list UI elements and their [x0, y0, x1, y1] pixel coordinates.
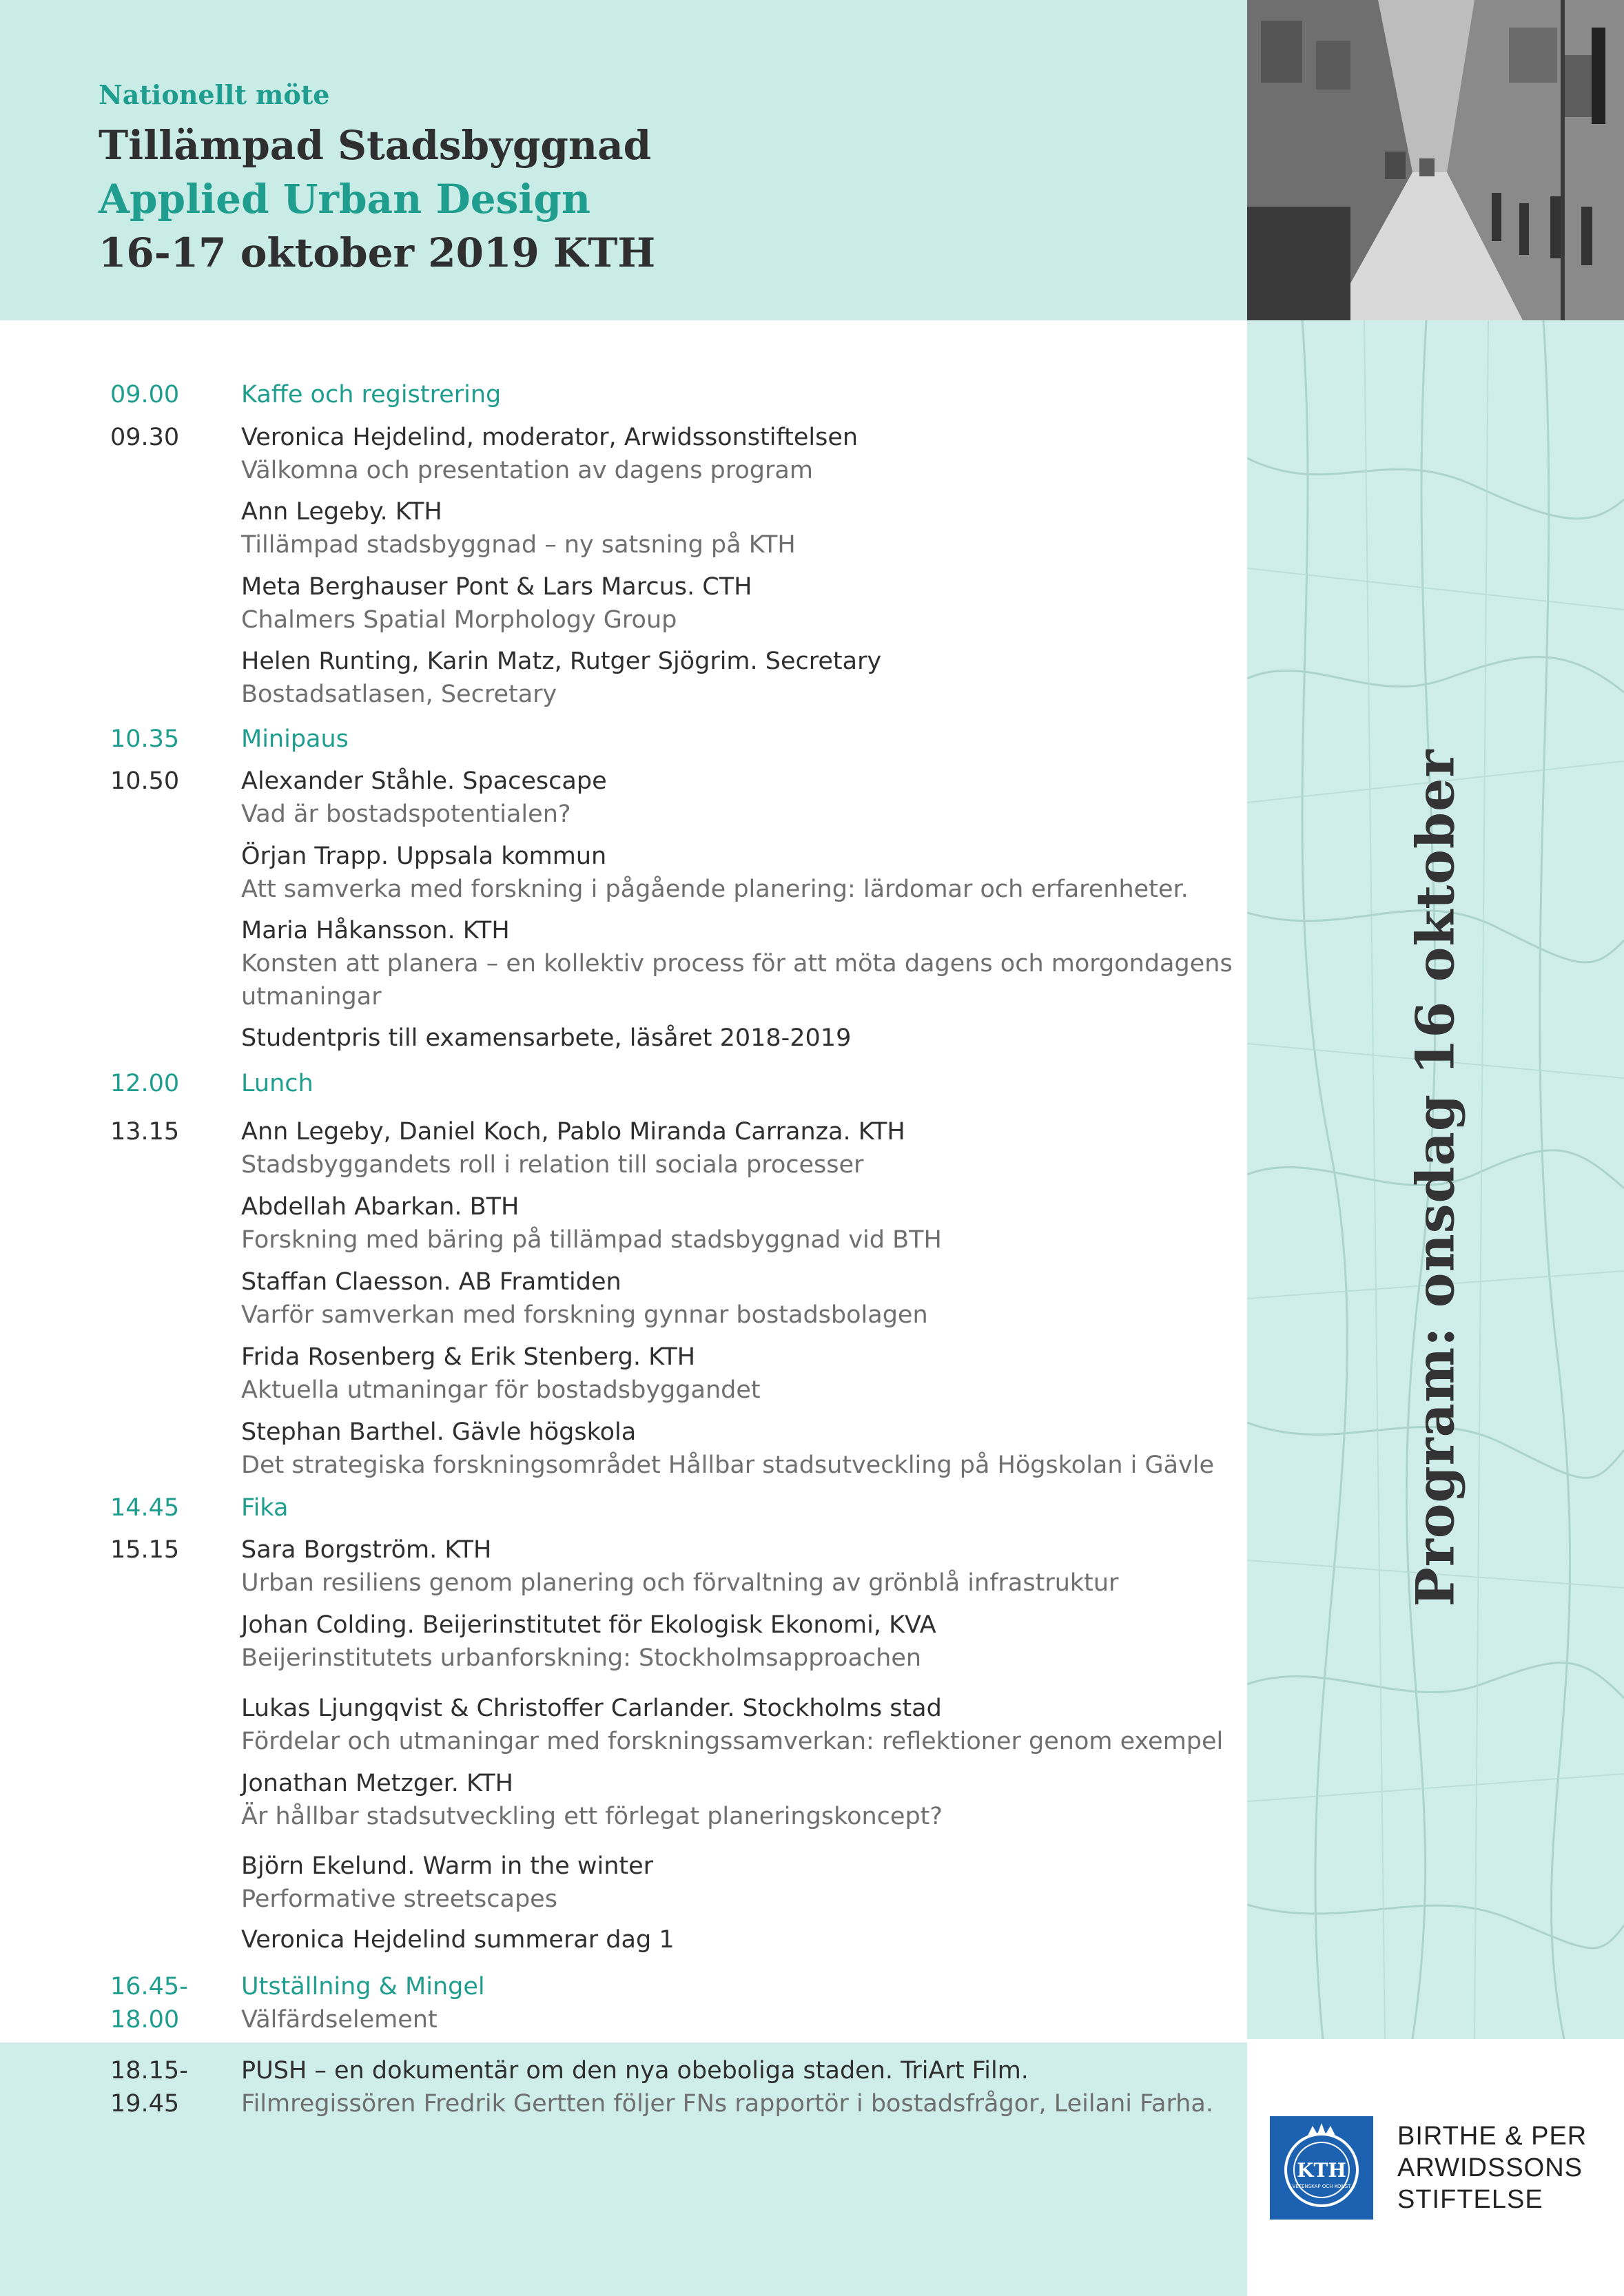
program-entry	[241, 1265, 1316, 1332]
entry-speaker: Helen Runting, Karin Matz, Rutger Sjögrim. Secretary	[241, 648, 882, 675]
entry-topic: Performative streetscapes	[241, 1885, 557, 1913]
foundation-line: ARWIDSSONS	[1397, 2153, 1583, 2182]
kth-logo-text: KTH	[1297, 2159, 1346, 2182]
slot-time-start: 18.15-	[110, 2057, 188, 2085]
entry-topic: Tillämpad stadsbyggnad – ny satsning på KTH	[241, 531, 796, 559]
entry-topic: Att samverka med forskning i pågående planering: lärdomar och erfarenheter.	[241, 876, 1189, 903]
slot-time: 14.45	[110, 1494, 180, 1522]
entry-topic: Urban resiliens genom planering och förvaltning av grönblå infrastruktur	[241, 1569, 1119, 1597]
program-entry	[241, 378, 1316, 411]
program-entry	[241, 914, 1316, 1013]
program-entry	[241, 723, 1316, 756]
entry-title: Kaffe och registrering	[241, 381, 502, 408]
entry-title: Utställning & Mingel	[241, 1973, 485, 2000]
program-entry	[241, 1341, 1316, 1407]
entry-topic: Stadsbyggandets roll i relation till sociala processer	[241, 1151, 864, 1179]
program-entry	[241, 1767, 1316, 1833]
program-entry	[241, 765, 1316, 831]
slot-time: 10.35	[110, 725, 180, 753]
slot-time-start: 16.45-	[110, 1973, 188, 2000]
program-entry	[241, 2054, 1316, 2120]
entry-speaker: Sara Borgström. KTH	[241, 1536, 492, 1564]
entry-speaker: Studentpris till examensarbete, läsåret 2018-2019	[241, 1024, 852, 1052]
entry-speaker: Maria Håkansson. KTH	[241, 917, 510, 944]
foundation-line: STIFTELSE	[1397, 2185, 1543, 2214]
slot-time-end: 18.00	[110, 2006, 180, 2034]
program-entry	[241, 1923, 1316, 1956]
street-photo-illustration	[1247, 0, 1624, 320]
entry-topic: Det strategiska forskningsområdet Hållbar stadsutveckling på Högskolan i Gävle	[241, 1451, 1215, 1479]
slot-time	[110, 2054, 227, 2120]
slot-time: 10.50	[110, 767, 180, 795]
slot-time: 13.15	[110, 1118, 180, 1146]
program-entry	[241, 1692, 1316, 1758]
entry-speaker: PUSH – en dokumentär om den nya obeboliga staden. TriArt Film.	[241, 2057, 1029, 2085]
entry-topic: Välkomna och presentation av dagens program	[241, 457, 813, 484]
entry-title: Fika	[241, 1494, 289, 1522]
program-entry	[241, 421, 1316, 487]
program-entry	[241, 1533, 1316, 1600]
entry-speaker: Johan Colding. Beijerinstitutet för Ekologisk Ekonomi, KVA	[241, 1611, 936, 1639]
entry-speaker: Jonathan Metzger. KTH	[241, 1770, 513, 1797]
entry-topic: Aktuella utmaningar för bostadsbyggandet	[241, 1376, 761, 1404]
entry-speaker: Frida Rosenberg & Erik Stenberg. KTH	[241, 1343, 696, 1371]
entry-speaker: Staffan Claesson. AB Framtiden	[241, 1268, 621, 1296]
program-entry	[241, 1416, 1316, 1482]
program-entry	[241, 495, 1316, 561]
entry-speaker: Abdellah Abarkan. BTH	[241, 1193, 520, 1221]
program-entry	[241, 840, 1316, 906]
entry-title: Minipaus	[241, 725, 349, 753]
slot-time	[110, 1970, 227, 2036]
program-entry	[241, 645, 1316, 711]
event-date: 16-17 oktober 2019 KTH	[99, 229, 656, 276]
entry-title: Lunch	[241, 1070, 314, 1097]
entry-topic: Bostadsatlasen, Secretary	[241, 681, 557, 708]
entry-speaker: Björn Ekelund. Warm in the winter	[241, 1852, 654, 1880]
program-day-title: Program: onsdag 16 oktober	[1404, 749, 1466, 1607]
entry-speaker: Meta Berghauser Pont & Lars Marcus. CTH	[241, 573, 752, 601]
program-entry	[241, 1609, 1316, 1675]
entry-topic: Chalmers Spatial Morphology Group	[241, 606, 677, 634]
foundation-line: BIRTHE & PER	[1397, 2122, 1587, 2151]
entry-topic: Varför samverkan med forskning gynnar bostadsbolagen	[241, 1301, 928, 1329]
street-photo	[1247, 0, 1624, 320]
entry-topic: Konsten att planera – en kollektiv process för att möta dagens och morgondagens utmaningar	[241, 950, 1233, 1011]
entry-topic: Forskning med bäring på tillämpad stadsbyggnad vid BTH	[241, 1226, 942, 1254]
entry-speaker: Örjan Trapp. Uppsala kommun	[241, 842, 607, 870]
meeting-kicker: Nationellt möte	[99, 79, 330, 110]
slot-time-end: 19.45	[110, 2090, 180, 2118]
title-swedish: Tillämpad Stadsbyggnad	[99, 122, 652, 169]
entry-speaker: Stephan Barthel. Gävle högskola	[241, 1418, 637, 1446]
program-entry	[241, 1850, 1316, 1916]
slot-time: 09.00	[110, 381, 180, 408]
title-english: Applied Urban Design	[99, 176, 591, 223]
slot-time: 09.30	[110, 424, 180, 451]
slot-time: 12.00	[110, 1070, 180, 1097]
program-entry	[241, 1115, 1316, 1181]
header-text	[99, 79, 655, 280]
entry-speaker: Alexander Ståhle. Spacescape	[241, 767, 607, 795]
entry-topic: Välfärdselement	[241, 2006, 438, 2034]
kth-logo-subtext: VETENSKAP OCH KONST	[1292, 2184, 1351, 2189]
kth-crest-icon	[1270, 2116, 1373, 2220]
entry-topic: Filmregissören Fredrik Gertten följer FNs rapportör i bostadsfrågor, Leilani Farha.	[241, 2090, 1214, 2118]
program-entry	[241, 1491, 1316, 1524]
program-entry	[241, 1067, 1316, 1100]
header-band	[0, 0, 1247, 320]
entry-speaker: Ann Legeby, Daniel Koch, Pablo Miranda Carranza. KTH	[241, 1118, 905, 1146]
program-entry	[241, 570, 1316, 637]
entry-speaker: Veronica Hejdelind summerar dag 1	[241, 1926, 675, 1954]
entry-topic: Är hållbar stadsutveckling ett förlegat planeringskoncept?	[241, 1803, 943, 1830]
entry-speaker: Lukas Ljungqvist & Christoffer Carlander. Stockholms stad	[241, 1695, 942, 1722]
slot-time: 15.15	[110, 1536, 180, 1564]
kth-logo	[1270, 2116, 1373, 2220]
program-entry	[241, 1970, 1316, 2036]
entry-topic: Beijerinstitutets urbanforskning: Stockholmsapproachen	[241, 1644, 922, 1672]
entry-speaker: Veronica Hejdelind, moderator, Arwidssonstiftelsen	[241, 424, 859, 451]
entry-topic: Fördelar och utmaningar med forskningssamverkan: reflektioner genom exempel	[241, 1728, 1224, 1755]
entry-topic: Vad är bostadspotentialen?	[241, 800, 571, 828]
foundation-name	[1397, 2120, 1587, 2215]
program-entry	[241, 1022, 1316, 1055]
entry-speaker: Ann Legeby. KTH	[241, 498, 442, 526]
program-entry	[241, 1190, 1316, 1256]
